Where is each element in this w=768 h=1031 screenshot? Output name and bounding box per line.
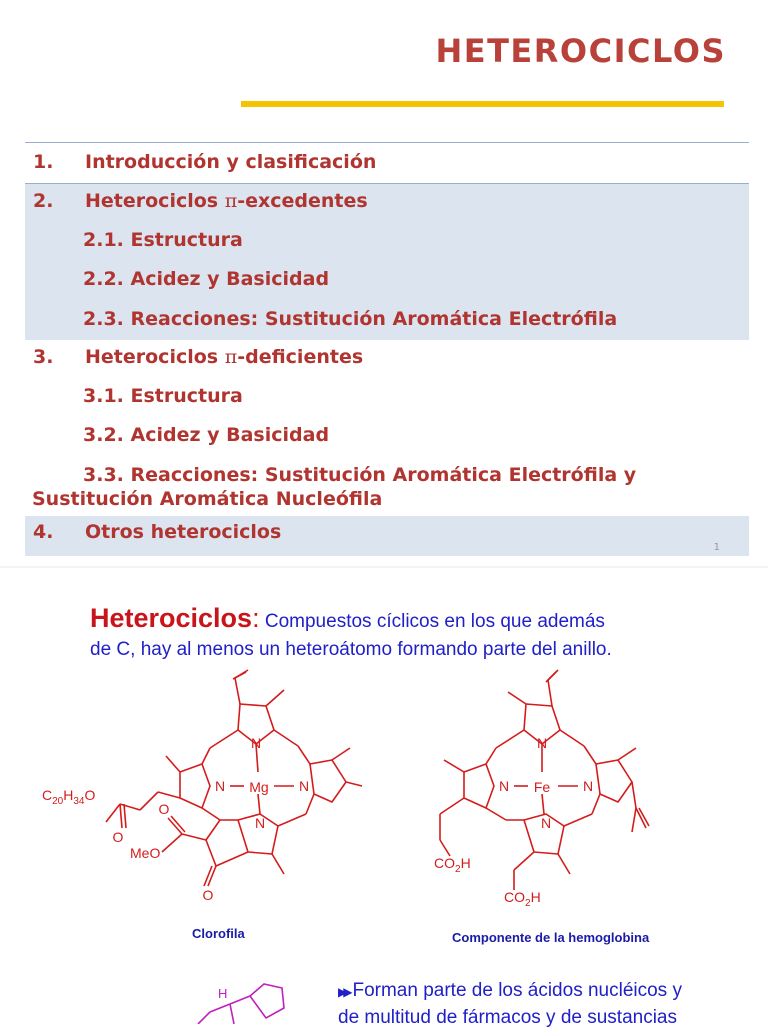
page-number: 1 (713, 542, 720, 553)
definition (90, 604, 730, 664)
toc-item-4 (25, 516, 749, 556)
nitrogen-label: N (582, 778, 594, 794)
toc-subitem-3-2: 3.2. Acidez y Basicidad (83, 424, 330, 446)
title-underline (241, 101, 724, 107)
carboxylic-acid-label: $CO_2H$ (434, 855, 471, 875)
ester-chain-label: $C_{20}H_{34}O$ (42, 787, 96, 807)
toc-subitem-2-1: 2.1. Estructura (83, 229, 243, 251)
methoxy-label: MeO (130, 845, 161, 861)
toc-number: 3. (33, 346, 54, 368)
toc-label-pre: Heterociclos (85, 346, 225, 368)
toc-subitem-3-3-line1: 3.3. Reacciones: Sustitución Aromática Electrófila y (83, 464, 637, 486)
bullet-line2: de multitud de fármacos y de sustancias (338, 1007, 678, 1028)
toc-number: 4. (33, 521, 54, 543)
definition-text-line1: Compuestos cíclicos en los que además (259, 611, 605, 632)
nitrogen-label: N (250, 735, 262, 751)
partial-diagram (190, 978, 300, 1024)
slide-title: HETEROCICLOS (435, 32, 726, 70)
magnesium-label: Mg (249, 779, 269, 795)
toc-label-post: -excedentes (237, 190, 368, 212)
nitrogen-label: N (498, 778, 510, 794)
toc-subitem-3-3-line2: Sustitución Aromática Nucleófila (32, 488, 383, 510)
chlorophyll-structure (30, 668, 370, 912)
toc-number: 1. (33, 151, 54, 173)
table-of-contents (25, 142, 749, 556)
pi-symbol: π (224, 190, 238, 212)
slide-2 (0, 568, 768, 1028)
definition-colon: : (252, 603, 260, 633)
bullet-line1: Forman parte de los ácidos nucléicos y (352, 980, 682, 1001)
heme-structure (420, 668, 650, 922)
bullet-paragraph (338, 978, 738, 1031)
double-triangle-bullet-icon: ▶▶ (338, 985, 349, 999)
heme-diagram (420, 668, 650, 918)
toc-subitem-2-2: 2.2. Acidez y Basicidad (83, 268, 330, 290)
toc-label: Otros heterociclos (85, 521, 282, 543)
toc-label-pre: Heterociclos (85, 190, 225, 212)
toc-label: Introducción y clasificación (85, 151, 377, 173)
nitrogen-label: N (540, 815, 552, 831)
nitrogen-label: N (298, 778, 310, 794)
definition-term: Heterociclos (90, 603, 253, 633)
nitrogen-label: N (536, 735, 548, 751)
toc-item-1 (25, 142, 749, 184)
oxygen-label: O (158, 801, 170, 817)
definition-text-line2: de C, hay al menos un heteroátomo formando parte del anillo. (90, 639, 612, 660)
oxygen-label: O (202, 887, 214, 903)
toc-item-2 (25, 184, 749, 340)
toc-item-3 (25, 340, 749, 516)
toc-subitem-2-3: 2.3. Reacciones: Sustitución Aromática Electrófila (83, 308, 618, 330)
hydrogen-label: H (218, 986, 228, 1001)
nitrogen-label: N (254, 815, 266, 831)
nitrogen-label: N (214, 778, 226, 794)
toc-subitem-3-1: 3.1. Estructura (83, 385, 243, 407)
partial-structure (190, 978, 300, 1028)
carboxylic-acid-label: $CO_2H$ (504, 889, 541, 909)
pi-symbol: π (224, 346, 238, 368)
chlorophyll-diagram (30, 668, 370, 908)
heme-caption: Componente de la hemoglobina (452, 930, 650, 945)
toc-number: 2. (33, 190, 54, 212)
toc-label-post: -deficientes (237, 346, 364, 368)
chlorophyll-caption: Clorofila (192, 926, 245, 941)
iron-label: Fe (533, 779, 551, 795)
oxygen-label: O (112, 829, 124, 845)
